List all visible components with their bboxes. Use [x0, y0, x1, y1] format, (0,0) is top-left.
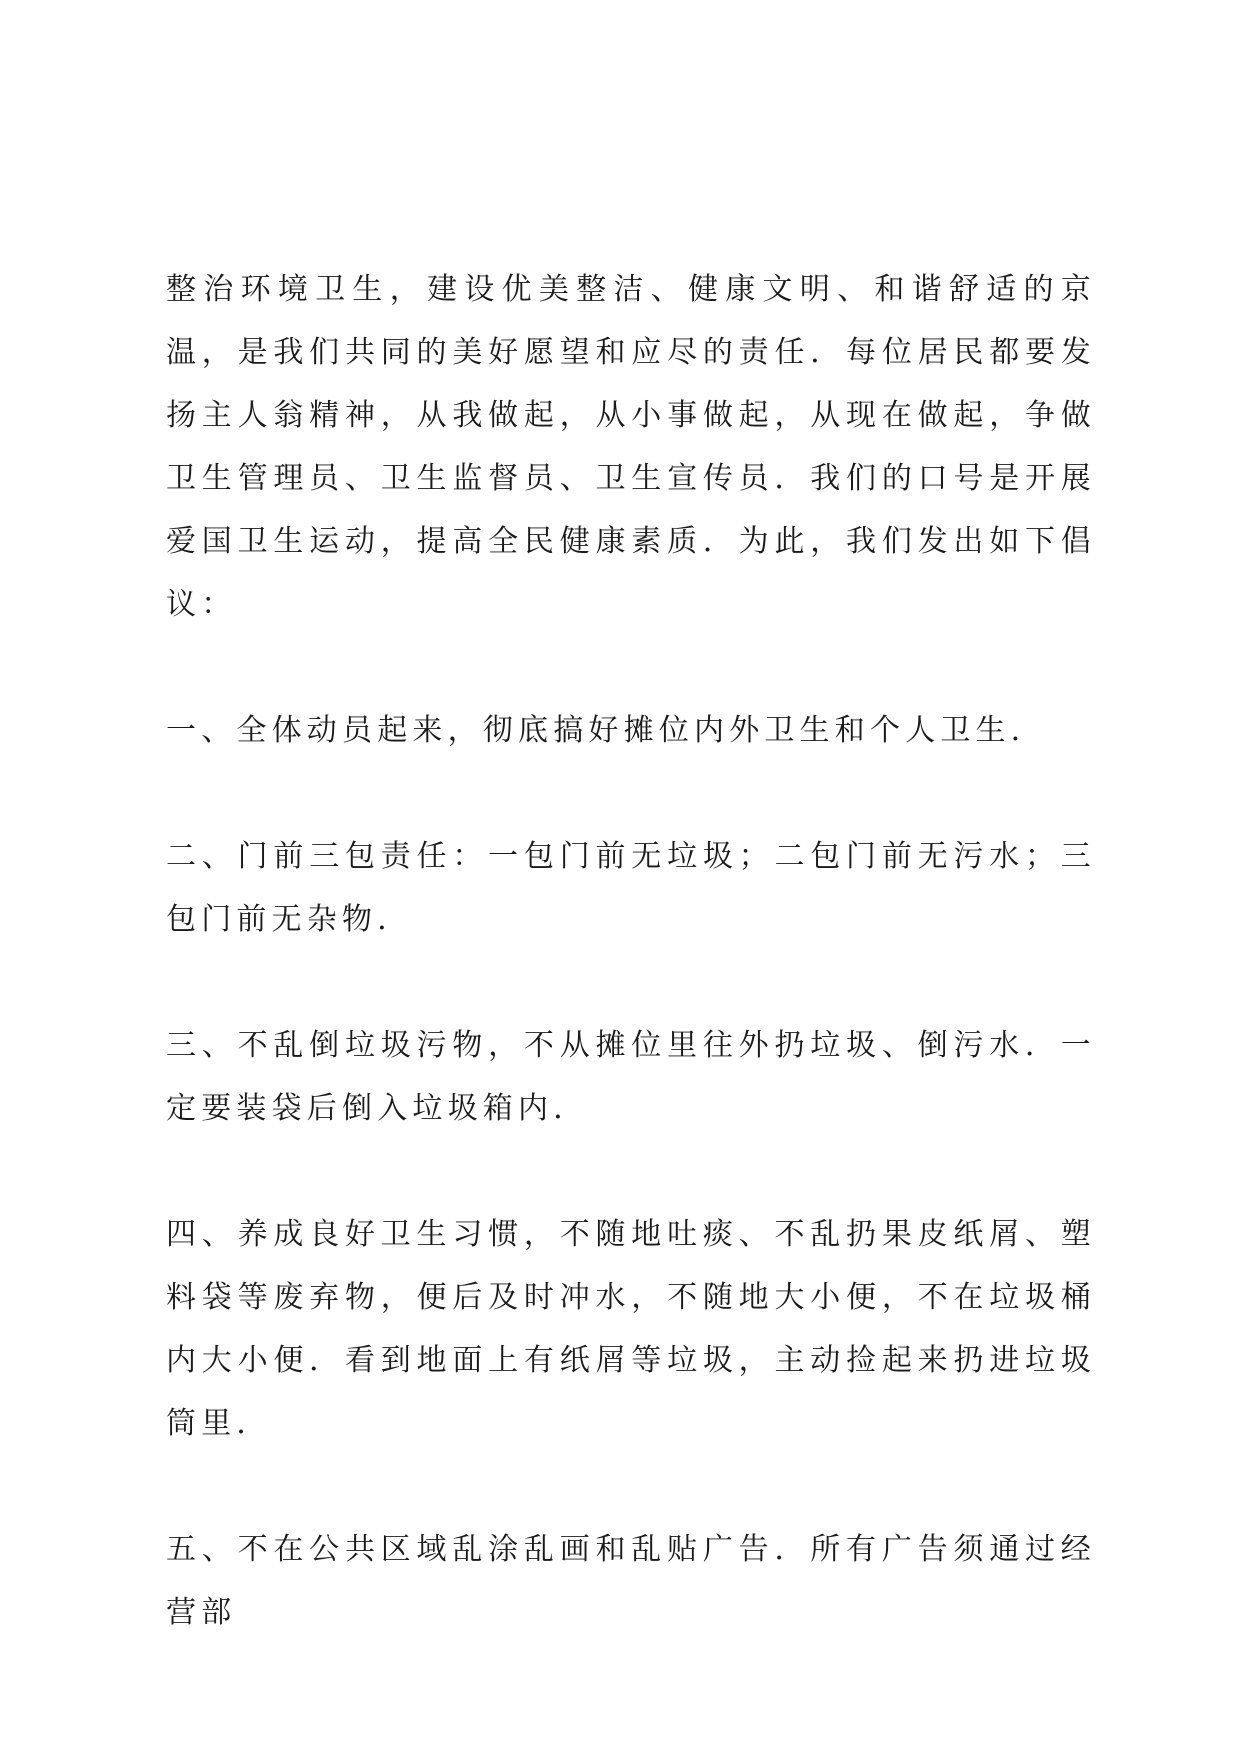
intro-paragraph: 整治环境卫生，建设优美整洁、健康文明、和谐舒适的京温，是我们共同的美好愿望和应尽的责任．每位居民都要发扬主人翁精神，从我做起，从小事做起，从现在做起，争做卫生管理员、卫生监督员、卫生宣传员．我们的口号是开展爱国卫生运动，提高全民健康素质．为此，我们发出如下倡议： [166, 272, 1096, 622]
document-body [166, 258, 1096, 1644]
proposal-item-3: 三、不乱倒垃圾污物，不从摊位里往外扔垃圾、倒污水．一定要装袋后倒入垃圾箱内． [166, 1028, 1096, 1126]
proposal-item-4: 四、养成良好卫生习惯，不随地吐痰、不乱扔果皮纸屑、塑料袋等废弃物，便后及时冲水，不随地大小便，不在垃圾桶内大小便．看到地面上有纸屑等垃圾，主动捡起来扔进垃圾筒里． [166, 1217, 1096, 1441]
proposal-item-1: 一、全体动员起来，彻底搞好摊位内外卫生和个人卫生． [166, 713, 1046, 748]
proposal-item-5: 五、不在公共区域乱涂乱画和乱贴广告．所有广告须通过经营部 [166, 1532, 1096, 1630]
proposal-item-2: 二、门前三包责任：一包门前无垃圾；二包门前无污水；三包门前无杂物． [166, 839, 1096, 937]
